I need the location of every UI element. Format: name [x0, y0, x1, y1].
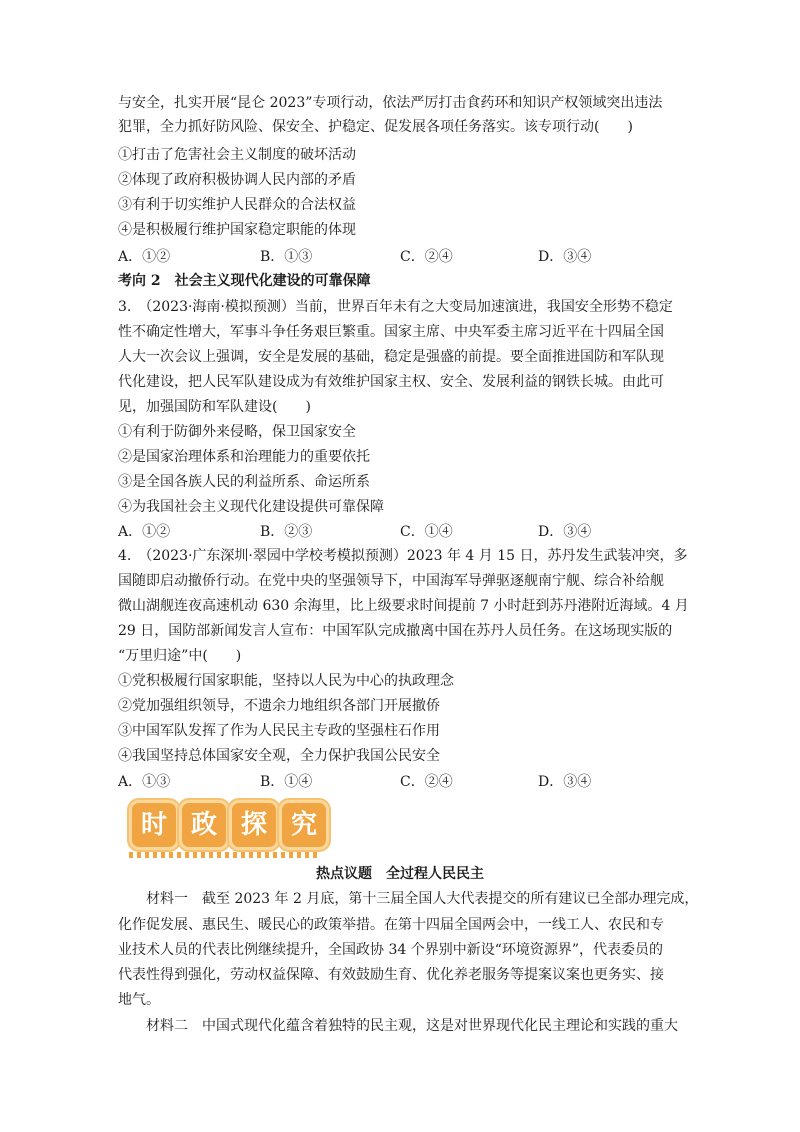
options-row	[118, 521, 688, 539]
option-b: B．②③	[260, 524, 313, 540]
banner-char: 探	[229, 800, 279, 850]
option-a: A．①③	[118, 774, 171, 790]
question-text-line: 见，加强国防和军队建设( )	[118, 399, 311, 415]
option-c: C．②④	[400, 774, 453, 790]
hot-topic-title: 热点议题 全过程人民民主	[316, 866, 484, 882]
options-row	[118, 246, 688, 264]
section-banner	[125, 800, 325, 860]
question-text-line: 29 日，国防部新闻发言人宣布：中国军队完成撤离中国在苏丹人员任务。在这场现实版的	[118, 623, 673, 639]
material-line: 材料一 截至 2023 年 2 月底，第十三届全国人大代表提交的所有建议已全部办理完成，	[146, 891, 699, 907]
question-text-line: 3. （2023·海南·模拟预测）当前，世界百年未有之大变局加速演进，我国安全形势不稳定	[118, 299, 673, 315]
option-d: D．③④	[538, 524, 592, 540]
question-text-line: 犯罪，全力抓好防风险、保安全、护稳定、促发展各项任务落实。该专项行动( )	[118, 119, 633, 135]
answer-item: ③是全国各族人民的利益所系、命运所系	[118, 474, 370, 490]
option-a: A．①②	[118, 524, 171, 540]
question-text-line: 微山湖舰连夜高速机动 630 余海里，比上级要求时间提前 7 小时赶到苏丹港附近海域。4 月	[118, 598, 689, 614]
answer-item: ④是积极履行维护国家稳定职能的体现	[118, 222, 356, 238]
answer-item: ②党加强组织领导，不遗余力地组织各部门开展撤侨	[118, 698, 440, 714]
material-line: 地气。	[118, 992, 160, 1008]
answer-item: ③有利于切实维护人民群众的合法权益	[118, 197, 356, 213]
material-line: 材料二 中国式现代化蕴含着独特的民主观，这是对世界现代化民主理论和实践的重大	[146, 1018, 678, 1034]
answer-item: ①党积极履行国家职能，坚持以人民为中心的执政理念	[118, 673, 454, 689]
option-b: B．①④	[260, 774, 313, 790]
option-b: B．①③	[260, 249, 313, 265]
material-line: 业技术人员的代表比例继续提升，全国政协 34 个界别中新设“环境资源界”，代表委员的	[118, 942, 664, 958]
material-line: 化作促发展、惠民生、暖民心的政策举措。在第十四届全国两会中，一线工人、农民和专	[118, 917, 664, 933]
banner-char: 政	[179, 800, 229, 850]
option-c: C．①④	[400, 524, 453, 540]
answer-item: ④我国坚持总体国家安全观，全力保护我国公民安全	[118, 748, 440, 764]
answer-item: ④为我国社会主义现代化建设提供可靠保障	[118, 499, 384, 515]
answer-item: ①有利于防御外来侵略，保卫国家安全	[118, 424, 356, 440]
banner-char: 究	[279, 800, 329, 850]
answer-item: ②体现了政府积极协调人民内部的矛盾	[118, 172, 356, 188]
option-c: C．②④	[400, 249, 453, 265]
question-text-line: 与安全，扎实开展“昆仑 2023”专项行动，依法严厉打击食药环和知识产权领域突出违法	[118, 95, 663, 111]
section-heading: 考向 2 社会主义现代化建设的可靠保障	[118, 273, 371, 289]
option-a: A．①②	[118, 249, 171, 265]
answer-item: ②是国家治理体系和治理能力的重要依托	[118, 449, 370, 465]
question-text-line: 4. （2023·广东深圳·翠园中学校考模拟预测）2023 年 4 月 15 日，苏丹发生武装冲突，多	[118, 548, 688, 564]
banner-char: 时	[129, 800, 179, 850]
question-text-line: 人大一次会议上强调，安全是发展的基础，稳定是强盛的前提。要全面推进国防和军队现	[118, 349, 664, 365]
options-row	[118, 771, 688, 789]
option-d: D．③④	[538, 249, 592, 265]
question-text-line: 性不确定性增大，军事斗争任务艰巨繁重。国家主席、中央军委主席习近平在十四届全国	[118, 324, 664, 340]
material-line: 代表性得到强化，劳动权益保障、有效鼓励生育、优化养老服务等提案议案也更务实、接	[118, 967, 664, 983]
answer-item: ③中国军队发挥了作为人民民主专政的坚强柱石作用	[118, 723, 440, 739]
banner-dotted-line	[129, 852, 319, 858]
question-text-line: “万里归途”中( )	[118, 648, 242, 664]
question-text-line: 代化建设，把人民军队建设成为有效维护国家主权、安全、发展利益的钢铁长城。由此可	[118, 374, 664, 390]
option-d: D．③④	[538, 774, 592, 790]
answer-item: ①打击了危害社会主义制度的破坏活动	[118, 147, 356, 163]
question-text-line: 国随即启动撤侨行动。在党中央的坚强领导下，中国海军导弹驱逐舰南宁舰、综合补给舰	[118, 573, 664, 589]
